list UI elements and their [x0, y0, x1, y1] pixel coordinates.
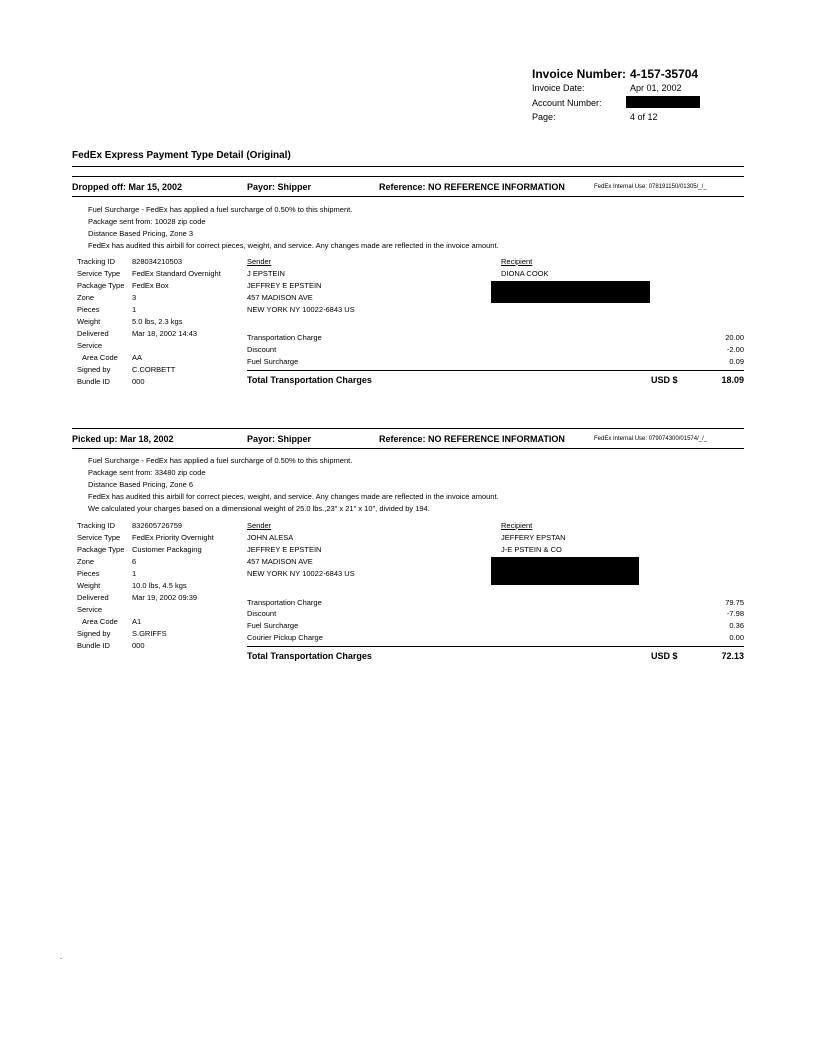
- payor: Payor: Shipper: [247, 182, 312, 192]
- recipient-heading: Recipient: [501, 257, 533, 266]
- pieces: 1: [132, 305, 137, 314]
- area-code: AA: [132, 353, 143, 362]
- note: Package sent from: 33480 zip code: [88, 468, 206, 477]
- service-type: FedEx Standard Overnight: [132, 269, 221, 278]
- page-number: 4 of 12: [630, 112, 658, 122]
- note: Fuel Surcharge - FedEx has applied a fuel surcharge of 0.50% to this shipment.: [88, 205, 353, 214]
- delivered: Mar 19, 2002 09:39: [132, 593, 198, 602]
- package-type: FedEx Box: [132, 281, 169, 290]
- signed-by: C.CORBETT: [132, 365, 176, 374]
- note: Distance Based Pricing, Zone 3: [88, 229, 194, 238]
- tracking-id: 832605726759: [132, 521, 183, 530]
- weight: 10.0 lbs, 4.5 kgs: [132, 581, 187, 590]
- recipient-line: JEFFERY EPSTAN: [501, 533, 566, 542]
- detail-label: Service Type: [77, 269, 121, 278]
- zone: 6: [132, 557, 137, 566]
- note: Package sent from: 10028 zip code: [88, 217, 206, 226]
- charge-amount: 0.00: [729, 633, 744, 642]
- detail-label: Signed by: [77, 629, 111, 638]
- recipient-address-redaction: [491, 281, 650, 303]
- charge-label: Fuel Surcharge: [247, 357, 299, 366]
- recipient-address-redaction: [491, 557, 639, 585]
- charge-amount: 79.75: [725, 598, 744, 607]
- detail-label: Service: [77, 341, 103, 350]
- detail-label: Zone: [77, 557, 95, 566]
- detail-label: Delivered: [77, 329, 109, 338]
- area-code: A1: [132, 617, 142, 626]
- sender-heading: Sender: [247, 257, 272, 266]
- total-amount: 72.13: [721, 651, 744, 661]
- total-rule: [247, 370, 744, 371]
- detail-label: Package Type: [77, 545, 125, 554]
- recipient-line: J-E PSTEIN & CO: [501, 545, 562, 554]
- weight: 5.0 lbs, 2.3 kgs: [132, 317, 183, 326]
- sender-line: NEW YORK NY 10022-6843 US: [247, 305, 355, 314]
- internal-use: FedEx Internal Use: 079074300/01574/_/_: [594, 436, 708, 442]
- note: Fuel Surcharge - FedEx has applied a fuel surcharge of 0.50% to this shipment.: [88, 456, 353, 465]
- footer-mark: .: [60, 952, 63, 961]
- reference: Reference: NO REFERENCE INFORMATION: [379, 182, 565, 192]
- detail-label: Signed by: [77, 365, 111, 374]
- section-rule: [72, 166, 744, 167]
- shipment-header-rule: [72, 448, 744, 449]
- detail-label: Tracking ID: [77, 257, 116, 266]
- pieces: 1: [132, 569, 137, 578]
- shipment-top-rule: [72, 176, 744, 177]
- detail-label: Delivered: [77, 593, 109, 602]
- sender-line: NEW YORK NY 10022-6843 US: [247, 569, 355, 578]
- detail-label: Package Type: [77, 281, 125, 290]
- sender-line: 457 MADISON AVE: [247, 557, 313, 566]
- note: FedEx has audited this airbill for correct pieces, weight, and service. Any changes made are reflected in the invoice amount.: [88, 241, 499, 250]
- service-type: FedEx Priority Overnight: [132, 533, 214, 542]
- detail-label: Bundle ID: [77, 641, 110, 650]
- detail-label: Tracking ID: [77, 521, 116, 530]
- total-label: Total Transportation Charges: [247, 375, 372, 385]
- shipment-header-rule: [72, 196, 744, 197]
- currency: USD $: [651, 375, 678, 385]
- shipment-top-rule: [72, 428, 744, 429]
- detail-label: Bundle ID: [77, 377, 110, 386]
- invoice-date-label: Invoice Date:: [532, 83, 585, 93]
- charge-label: Discount: [247, 345, 277, 354]
- charge-label: Discount: [247, 609, 277, 618]
- account-number-label: Account Number:: [532, 98, 602, 108]
- charge-label: Courier Pickup Charge: [247, 633, 323, 642]
- invoice-number: 4-157-35704: [630, 67, 699, 81]
- detail-label: Area Code: [82, 353, 118, 362]
- payor: Payor: Shipper: [247, 434, 312, 444]
- reference: Reference: NO REFERENCE INFORMATION: [379, 434, 565, 444]
- page-label: Page:: [532, 112, 556, 122]
- sender-line: J EPSTEIN: [247, 269, 285, 278]
- charge-amount: 0.36: [729, 621, 744, 630]
- package-type: Customer Packaging: [132, 545, 202, 554]
- detail-label: Zone: [77, 293, 95, 302]
- zone: 3: [132, 293, 137, 302]
- recipient-heading: Recipient: [501, 521, 533, 530]
- charge-amount: -2.00: [726, 345, 744, 354]
- currency: USD $: [651, 651, 678, 661]
- detail-label: Pieces: [77, 305, 100, 314]
- detail-label: Weight: [77, 317, 101, 326]
- invoice-number-label: Invoice Number:: [532, 67, 627, 81]
- detail-label: Pieces: [77, 569, 100, 578]
- recipient-line: DIONA COOK: [501, 269, 549, 278]
- note: FedEx has audited this airbill for correct pieces, weight, and service. Any changes made are reflected in the invoice amount.: [88, 492, 499, 501]
- sender-line: JOHN ALESA: [247, 533, 294, 542]
- sender-line: JEFFREY E EPSTEIN: [247, 281, 322, 290]
- charge-label: Transportation Charge: [247, 598, 322, 607]
- detail-label: Service: [77, 605, 103, 614]
- total-rule: [247, 646, 744, 647]
- delivered: Mar 18, 2002 14:43: [132, 329, 198, 338]
- internal-use: FedEx Internal Use: 078191150/01305/_/_: [594, 184, 707, 190]
- signed-by: S.GRIFFS: [132, 629, 167, 638]
- shipment-date: Dropped off: Mar 15, 2002: [72, 182, 183, 192]
- charge-amount: 0.09: [729, 357, 744, 366]
- detail-label: Weight: [77, 581, 101, 590]
- note: We calculated your charges based on a dimensional weight of 25.0 lbs.,23" x 21" x 10", divided by 194.: [88, 504, 430, 513]
- invoice-date: Apr 01, 2002: [630, 83, 682, 93]
- note: Distance Based Pricing, Zone 6: [88, 480, 194, 489]
- total-label: Total Transportation Charges: [247, 651, 372, 661]
- bundle-id: 000: [132, 641, 145, 650]
- detail-label: Area Code: [82, 617, 118, 626]
- shipment-date: Picked up: Mar 18, 2002: [72, 434, 174, 444]
- charge-label: Fuel Surcharge: [247, 621, 299, 630]
- detail-label: Service Type: [77, 533, 121, 542]
- section-title: FedEx Express Payment Type Detail (Original): [72, 150, 291, 161]
- tracking-id: 828034210503: [132, 257, 183, 266]
- account-number-redaction: [626, 96, 700, 108]
- sender-heading: Sender: [247, 521, 272, 530]
- charge-label: Transportation Charge: [247, 333, 322, 342]
- charge-amount: -7.98: [726, 609, 744, 618]
- sender-line: 457 MADISON AVE: [247, 293, 313, 302]
- total-amount: 18.09: [721, 375, 744, 385]
- bundle-id: 000: [132, 377, 145, 386]
- sender-line: JEFFREY E EPSTEIN: [247, 545, 322, 554]
- charge-amount: 20.00: [725, 333, 744, 342]
